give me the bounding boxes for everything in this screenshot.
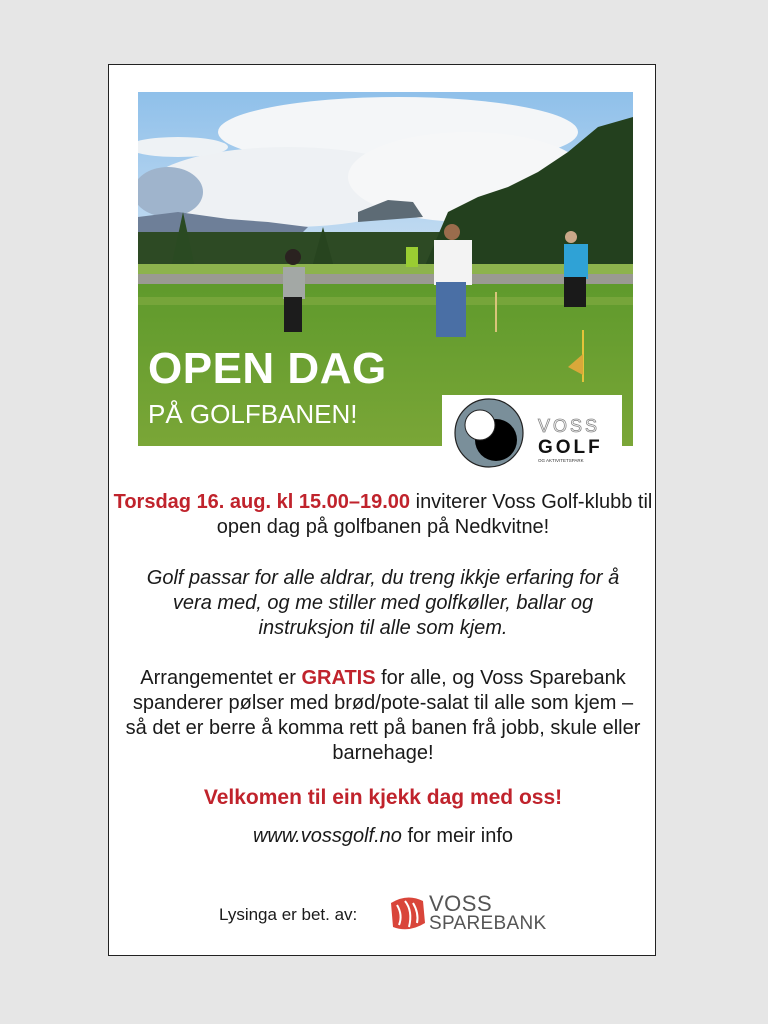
event-date-time: Torsdag 16. aug. kl 15.00–19.00	[113, 491, 411, 513]
website-line	[109, 824, 657, 849]
free-badge: GRATIS	[301, 667, 376, 689]
poster-body	[109, 490, 657, 849]
info-paragraph: Golf passar for alle aldrar, du treng ikkje erfaring for å vera med, og me stiller med golfkøller, ballar og instruksjon til alle som kjem.	[146, 567, 620, 639]
intro-text: inviterer Voss Golf-klubb til open dag på golfbanen på Nedkvitne!	[216, 491, 653, 538]
svg-text:GOLF: GOLF	[538, 437, 603, 458]
svg-text:OG AKTIVITETSPARK: OG AKTIVITETSPARK	[538, 458, 584, 463]
headline: OPEN DAG	[148, 344, 387, 393]
poster-card	[108, 64, 656, 956]
svg-text:VOSS: VOSS	[538, 416, 601, 436]
voss-golf-logo	[442, 395, 622, 473]
intro-paragraph	[109, 490, 657, 540]
sponsor-name-line1: VOSS	[429, 891, 493, 916]
sponsor-name-line2: SPAREBANK	[429, 913, 547, 934]
voss-sparebank-logo-icon	[387, 893, 427, 933]
website-suffix: for meir info	[401, 825, 514, 847]
subheadline: PÅ GOLFBANEN!	[148, 399, 358, 429]
sponsor-section	[219, 893, 559, 937]
website-link[interactable]: www.vossgolf.no	[252, 825, 402, 847]
free-paragraph	[109, 666, 657, 766]
sponsor-label: Lysinga er bet. av:	[219, 905, 358, 924]
welcome-text: Velkomen til ein kjekk dag med oss!	[203, 786, 563, 809]
golf-ball-eye-logo-icon	[442, 395, 622, 473]
free-text-before: Arrangementet er	[140, 667, 302, 689]
golf-photo	[138, 92, 633, 446]
free-text-after: for alle, og Voss Sparebank spanderer pølser med brød/pote-salat til alle som kjem – så det er berre å komma rett på banen frå jobb, skule eller barnehage!	[125, 667, 641, 764]
